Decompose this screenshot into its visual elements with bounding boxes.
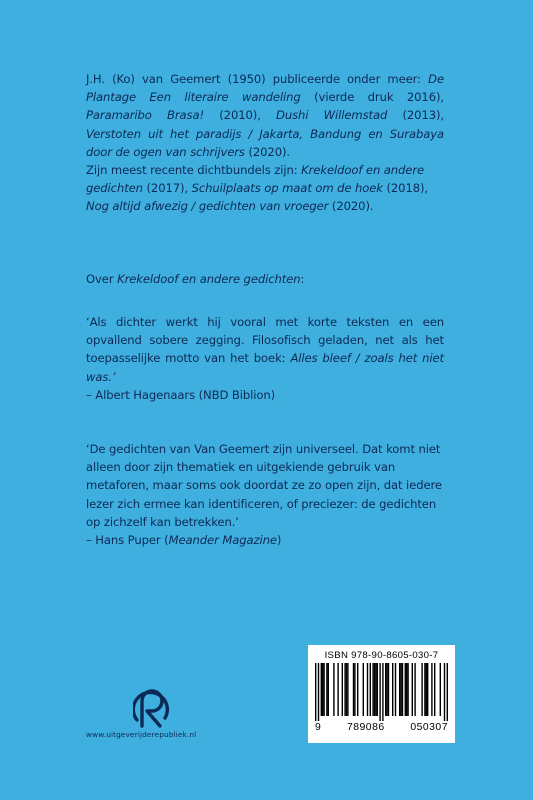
barcode-bar: [388, 663, 389, 716]
quote-text: ‘Als dichter werkt hij vooral met korte teksten en een opvallend sobere zegging. Filosofisch geladen, net als het toepasselijke motto van het boek: Alles bleef / zoals het niet was.’: [86, 315, 444, 384]
barcode-bar: [363, 663, 364, 716]
barcode-bar: [434, 663, 435, 716]
barcode-bar: [370, 663, 371, 716]
barcode-bar: [357, 663, 358, 716]
barcode-bar: [447, 663, 448, 721]
barcode-bar: [323, 663, 324, 716]
review-quote-puper: [86, 440, 444, 549]
isbn-barcode: [308, 645, 455, 743]
barcode-bar: [326, 663, 327, 716]
barcode-bar: [322, 663, 323, 716]
barcode-bar: [392, 663, 393, 716]
isbn-label: ISBN 978-90-8605-030-7: [324, 650, 439, 661]
barcode-bar: [315, 663, 316, 721]
publisher-url: www.uitgeverijderepubliek.nl: [86, 730, 197, 739]
barcode-bar: [382, 663, 383, 721]
barcode-bar: [421, 663, 422, 716]
barcode-bar: [374, 663, 375, 716]
quote-attribution: – Hans Puper (Meander Magazine): [86, 533, 282, 548]
barcode-bar: [347, 663, 348, 716]
barcode-bar: [372, 663, 373, 716]
barcode-bar: [379, 663, 380, 721]
barcode-bar: [333, 663, 334, 716]
barcode-bar: [318, 663, 319, 721]
barcode-bar: [346, 663, 347, 716]
barcode-bar: [377, 663, 378, 716]
barcode-bar: [431, 663, 432, 716]
barcode-bar: [321, 663, 322, 716]
barcode-digits-left: 789086: [346, 722, 385, 733]
barcode-bar: [344, 663, 345, 716]
barcode-bar: [424, 663, 425, 716]
review-quote-hagenaars: [86, 313, 444, 404]
barcode-bar: [402, 663, 403, 716]
quote-attribution: – Albert Hagenaars (NBD Biblion): [86, 387, 275, 402]
barcode-bar: [337, 663, 338, 716]
quote-text: ‘De gedichten van Van Geemert zijn universeel. Dat komt niet alleen door zijn thematiek en uitgekiende gebruik van metaforen, maar soms ook doordat ze zo open zijn, dat iedere lezer zich ermee kan identificeren, of preciezer: de gedichten op zichzelf kan betrekken.’: [86, 442, 442, 529]
barcode-bar: [386, 663, 387, 716]
author-bio: [86, 70, 444, 216]
barcode-bar: [444, 663, 445, 721]
barcode-bar: [426, 663, 427, 716]
barcode-bar: [354, 663, 355, 716]
barcode-bars: [315, 663, 448, 721]
barcode-bar: [353, 663, 354, 716]
barcode-bar: [414, 663, 415, 716]
barcode-digits-right: 050307: [410, 722, 448, 733]
barcode-bar: [367, 663, 368, 716]
barcode-bar: [405, 663, 406, 716]
barcode-bar: [400, 663, 401, 716]
barcode-bar: [342, 663, 343, 716]
barcode-digit-prefix: 9: [315, 722, 322, 733]
barcode-bar: [407, 663, 408, 716]
barcode-bar: [440, 663, 441, 716]
bio-publications: J.H. (Ko) van Geemert (1950) publiceerde onder meer: De Plantage Een literaire wandeling (vierde druk 2016), Paramaribo Brasa! (2010), Dushi Willemstad (2013), Verstoten uit het paradijs / Jakarta, Bandung en Surabaya door de ogen van schrijvers (2020).: [86, 72, 445, 159]
review-heading: Over Krekeldoof en andere gedichten:: [86, 272, 305, 286]
barcode-bar: [406, 663, 407, 716]
barcode-bar: [399, 663, 400, 716]
barcode-bar: [395, 663, 396, 716]
republiek-r-icon: [133, 691, 167, 726]
barcode-bar: [427, 663, 428, 716]
barcode-bar: [385, 663, 386, 716]
barcode-bar: [375, 663, 376, 716]
barcode-bar: [328, 663, 329, 716]
barcode-digits: [315, 722, 448, 733]
publisher-logo: [133, 682, 171, 728]
bio-poetry-collections: Zijn meest recente dichtbundels zijn: Krekeldoof en andere gedichten (2017), Schuilplaats op maat om de hoek (2018), Nog altijd afwezig / gedichten van vroeger (2020).: [86, 163, 429, 214]
barcode-bar: [412, 663, 413, 716]
